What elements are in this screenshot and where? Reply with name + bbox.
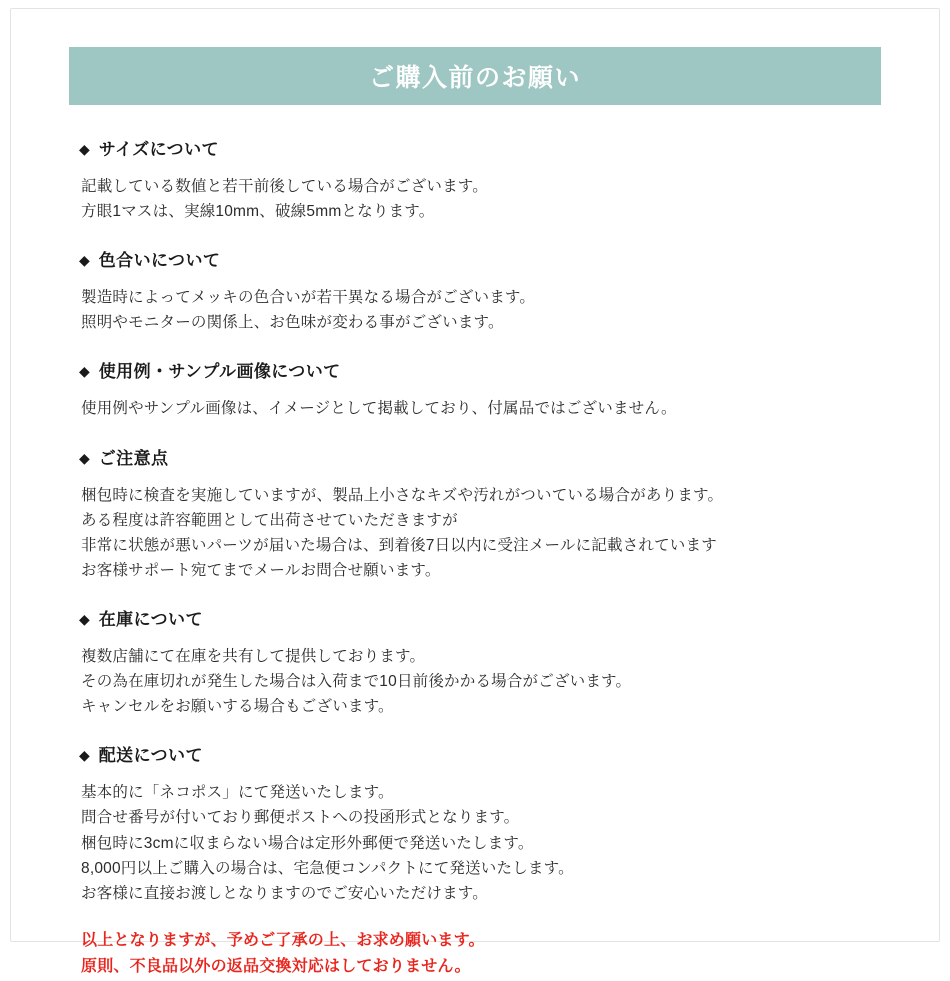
section-title: サイズについて: [98, 140, 219, 159]
section-stock: [69, 605, 881, 719]
section-heading: [79, 741, 881, 766]
body-line: ある程度は許容範囲として出荷させていただきますが: [81, 511, 458, 529]
body-line: 非常に状態が悪いパーツが届いた場合は、到着後7日以内に受注メールに記載されています: [81, 536, 717, 554]
section-heading: [79, 605, 881, 630]
body-line: 基本的に「ネコポス」にて発送いたします。: [81, 784, 394, 802]
body-line: その為在庫切れが発生した場合は入荷まで10日前後かかる場合がございます。: [81, 673, 632, 691]
section-cautions: [69, 444, 881, 583]
section-body: [81, 174, 881, 224]
body-line: 複数店舗にて在庫を共有して提供しております。: [81, 647, 426, 665]
body-line: 記載している数値と若干前後している場合がございます。: [81, 178, 488, 195]
section-heading: [79, 357, 881, 382]
section-body: [81, 780, 881, 906]
body-line: 問合せ番号が付いており郵便ポストへの投函形式となります。: [81, 809, 520, 827]
section-heading: [79, 444, 881, 469]
page-title: ご購入前のお願い: [368, 64, 581, 92]
diamond-bullet-icon: ◆: [79, 141, 90, 157]
diamond-bullet-icon: ◆: [79, 747, 90, 764]
diamond-bullet-icon: ◆: [79, 610, 90, 627]
section-body: [81, 644, 881, 719]
section-color: [69, 246, 881, 335]
body-line: 8,000円以上ご購入の場合は、宅急便コンパクトにて発送いたします。: [81, 859, 574, 877]
body-line: お客様サポート宛てまでメールお問合せ願います。: [81, 561, 441, 579]
section-shipping: [69, 741, 881, 906]
footer-line: 原則、不良品以外の返品交換対応はしておりません。: [81, 958, 471, 976]
body-line: 梱包時に3cmに収まらない場合は定形外郵便で発送いたします。: [81, 834, 534, 852]
body-line: キャンセルをお願いする場合もございます。: [81, 698, 394, 716]
section-sample-image: [69, 357, 881, 421]
body-line: 製造時によってメッキの色合いが若干異なる場合がございます。: [81, 289, 536, 307]
diamond-bullet-icon: ◆: [79, 449, 90, 466]
section-body: [81, 285, 881, 335]
section-title: 色合いについて: [98, 251, 221, 271]
notice-card: [10, 8, 940, 976]
diamond-bullet-icon: ◆: [79, 363, 90, 380]
body-line: 使用例やサンプル画像は、イメージとして掲載しており、付属品ではございません。: [81, 400, 677, 418]
section-title: 在庫について: [98, 609, 203, 629]
section-title: 配送について: [98, 746, 203, 766]
body-line: 方眼1マスは、実線10mm、破線5mmとなります。: [81, 203, 435, 221]
body-line: お客様に直接お渡しとなりますのでご安心いただけます。: [81, 884, 488, 902]
banner-header: [69, 47, 881, 105]
section-heading: [79, 246, 881, 271]
footer-line: 以上となりますが、予めご了承の上、お求め願います。: [81, 931, 485, 949]
section-title: 使用例・サンプル画像について: [98, 362, 341, 382]
body-line: 梱包時に検査を実施していますが、製品上小さなキズや汚れがついている場合があります。: [81, 486, 724, 504]
section-body: [81, 483, 881, 583]
diamond-bullet-icon: ◆: [79, 252, 90, 269]
body-line: 照明やモニターの関係上、お色味が変わる事がございます。: [81, 314, 504, 332]
section-heading: [79, 135, 881, 160]
footer-warning: [81, 928, 881, 981]
section-size: [69, 135, 881, 224]
section-body: [81, 396, 881, 421]
section-title: ご注意点: [98, 448, 169, 468]
